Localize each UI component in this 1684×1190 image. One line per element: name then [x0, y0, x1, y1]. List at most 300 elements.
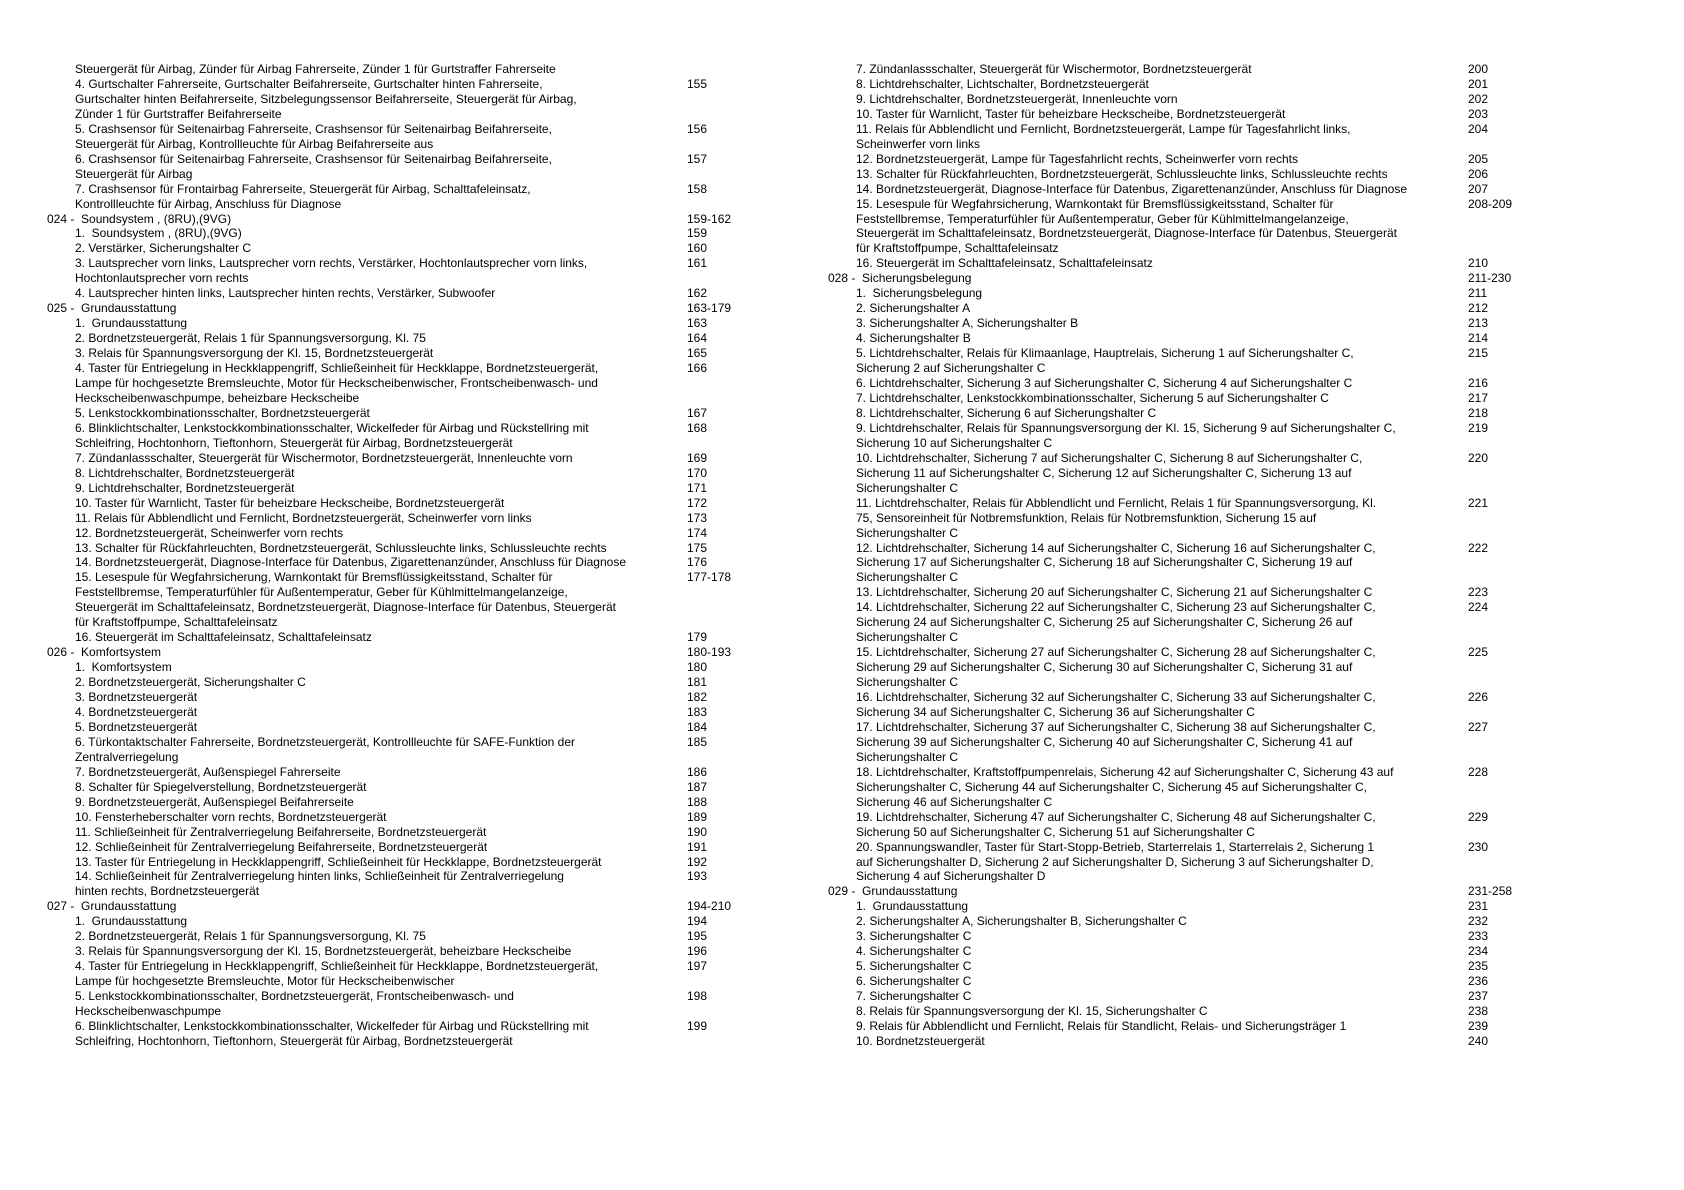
- toc-entry: [47, 705, 787, 720]
- entry-text: [828, 989, 1468, 1004]
- entry-text-line: 12. Bordnetzsteuergerät, Scheinwerfer vorn rechts: [75, 525, 344, 540]
- entry-text-line: 3. Relais für Spannungsversorgung der Kl. 15, Bordnetzsteuergerät, beheizbare Heckscheibe: [75, 944, 572, 959]
- entry-text-line: 13. Lichtdrehschalter, Sicherung 20 auf Sicherungshalter C, Sicherung 21 auf Sicherungshalter C: [856, 585, 1373, 600]
- toc-entry: [47, 361, 787, 406]
- section-title-line: 029 - Grundausstattung: [828, 884, 958, 899]
- entry-text: [47, 346, 687, 361]
- toc-entry: [828, 197, 1568, 257]
- entry-text: [828, 959, 1468, 974]
- toc-entry: [47, 346, 787, 361]
- entry-text-line: 13. Schalter für Rückfahrleuchten, Bordnetzsteuergerät, Schlussleuchte links, Schlussleuchte rechts: [75, 540, 607, 555]
- entry-text-line: Gurtschalter hinten Beifahrerseite, Sitzbelegungssensor Beifahrerseite, Steuergerät für Airbag,: [75, 91, 577, 106]
- entry-page-number: 156: [687, 121, 708, 136]
- entry-text: [828, 944, 1468, 959]
- toc-entry: [828, 92, 1568, 107]
- entry-text: [47, 301, 687, 316]
- entry-page-number: 172: [687, 495, 708, 510]
- entry-page-number: 173: [687, 510, 708, 525]
- entry-text: [828, 645, 1468, 690]
- entry-page-number: 237: [1468, 989, 1489, 1004]
- entry-text: [47, 331, 687, 346]
- entry-text: [828, 107, 1468, 122]
- entry-page-number: 223: [1468, 585, 1489, 600]
- entry-page-number: 162: [687, 286, 708, 301]
- toc-entry: [828, 451, 1568, 496]
- entry-text-line: 4. Lautsprecher hinten links, Lautsprecher hinten rechts, Verstärker, Subwoofer: [75, 286, 496, 301]
- entry-text-line: 6. Blinklichtschalter, Lenkstockkombinationsschalter, Wickelfeder für Airbag und Rückstellring mit: [75, 1019, 589, 1033]
- entry-text-line: 4. Taster für Entriegelung in Heckklappengriff, Schließeinheit für Heckklappe, Bordnetzsteuergerät,: [75, 361, 599, 376]
- toc-entry: [828, 391, 1568, 406]
- entry-text: [47, 869, 687, 899]
- toc-entry: [47, 331, 787, 346]
- entry-text-line: Zünder 1 für Gurtstraffer Beifahrerseite: [75, 106, 282, 121]
- entry-page-number: 191: [687, 839, 708, 854]
- entry-page-number: 231-258: [1468, 884, 1513, 899]
- toc-entry: [828, 346, 1568, 376]
- toc-section-entry: [47, 301, 787, 316]
- entry-text-line: Sicherung 4 auf Sicherungshalter D: [856, 869, 1046, 884]
- entry-text-line: 14. Schließeinheit für Zentralverriegelung hinten links, Schließeinheit für Zentralverriegelung: [75, 869, 564, 884]
- entry-page-number: 165: [687, 346, 708, 361]
- entry-text-line: 10. Fensterheberschalter vorn rechts, Bordnetzsteuergerät: [75, 809, 387, 824]
- toc-entry: [47, 840, 787, 855]
- toc-entry: [47, 570, 787, 630]
- entry-page-number: 228: [1468, 764, 1489, 779]
- entry-text-line: 14. Bordnetzsteuergerät, Diagnose-Interface für Datenbus, Zigarettenanzünder, Anschluss für Diagnose: [75, 555, 626, 570]
- entry-page-number: 193: [687, 869, 708, 884]
- toc-entry: [47, 944, 787, 959]
- toc-entry: [828, 406, 1568, 421]
- entry-text-line: 5. Bordnetzsteuergerät: [75, 719, 198, 734]
- entry-text-line: 15. Lichtdrehschalter, Sicherung 27 auf Sicherungshalter C, Sicherung 28 auf Sicherungshalter C,: [856, 645, 1376, 660]
- entry-text-line: 4. Sicherungshalter B: [856, 331, 971, 346]
- toc-entry: [47, 541, 787, 556]
- entry-page-number: 236: [1468, 974, 1489, 989]
- toc-entry: [828, 167, 1568, 182]
- entry-page-number: 159-162: [687, 211, 732, 226]
- toc-entry: [828, 1019, 1568, 1034]
- entry-text: [828, 92, 1468, 107]
- entry-text-line: 2. Sicherungshalter A, Sicherungshalter B, Sicherungshalter C: [856, 914, 1187, 929]
- entry-page-number: 213: [1468, 316, 1489, 331]
- entry-text-line: Sicherungshalter C, Sicherung 44 auf Sicherungshalter C, Sicherung 45 auf Sicherungshalter C,: [856, 779, 1367, 794]
- entry-text-line: Sicherung 39 auf Sicherungshalter C, Sicherung 40 auf Sicherungshalter C, Sicherung 41 auf: [856, 734, 1353, 749]
- toc-entry: [47, 152, 787, 182]
- entry-text: [47, 690, 687, 705]
- entry-text-line: 7. Zündanlassschalter, Steuergerät für Wischermotor, Bordnetzsteuergerät: [856, 62, 1252, 76]
- entry-text: [47, 316, 687, 331]
- entry-text: [47, 77, 687, 122]
- toc-entry: [47, 526, 787, 541]
- entry-text: [47, 675, 687, 690]
- toc-column-left: [47, 62, 787, 1049]
- entry-text-line: Sicherungshalter C: [856, 749, 959, 764]
- toc-entry: [47, 496, 787, 511]
- entry-text: [828, 406, 1468, 421]
- entry-text-line: 6. Blinklichtschalter, Lenkstockkombinationsschalter, Wickelfeder für Airbag und Rückstellring mit: [75, 420, 589, 435]
- section-title-line: 026 - Komfortsystem: [47, 645, 162, 660]
- toc-entry: [47, 241, 787, 256]
- entry-text-line: 16. Steuergerät im Schalttafeleinsatz, Schalttafeleinsatz: [75, 630, 372, 645]
- toc-entry: [828, 914, 1568, 929]
- entry-text-line: 7. Bordnetzsteuergerät, Außenspiegel Fahrerseite: [75, 764, 341, 779]
- entry-text: [828, 301, 1468, 316]
- toc-column-right: [828, 62, 1568, 1049]
- entry-page-number: 206: [1468, 166, 1489, 181]
- toc-entry: [47, 421, 787, 451]
- entry-page-number: 166: [687, 361, 708, 376]
- entry-text: [828, 271, 1468, 286]
- entry-page-number: 211: [1468, 286, 1488, 301]
- toc-section-entry: [47, 212, 787, 227]
- entry-page-number: 180: [687, 660, 708, 675]
- toc-entry: [47, 511, 787, 526]
- entry-text-line: Kontrollleuchte für Airbag, Anschluss für Diagnose: [75, 196, 342, 211]
- toc-entry: [47, 660, 787, 675]
- toc-entry: [47, 825, 787, 840]
- entry-text-line: 2. Verstärker, Sicherungshalter C: [75, 241, 252, 256]
- entry-page-number: 187: [687, 779, 708, 794]
- toc-entry: [47, 466, 787, 481]
- entry-page-number: 171: [687, 480, 708, 495]
- entry-text: [828, 316, 1468, 331]
- toc-entry: [828, 899, 1568, 914]
- entry-page-number: 208-209: [1468, 196, 1513, 211]
- entry-text: [47, 810, 687, 825]
- entry-page-number: 198: [687, 989, 708, 1004]
- toc-entry: [828, 645, 1568, 690]
- entry-text: [828, 1019, 1468, 1034]
- entry-text-line: 7. Sicherungshalter C: [856, 989, 972, 1004]
- entry-text-line: auf Sicherungshalter D, Sicherung 2 auf Sicherungshalter D, Sicherung 3 auf Sicherungshalter D,: [856, 854, 1374, 869]
- entry-text-line: 2. Bordnetzsteuergerät, Relais 1 für Spannungsversorgung, Kl. 75: [75, 929, 426, 944]
- entry-text-line: 10. Taster für Warnlicht, Taster für beheizbare Heckscheibe, Bordnetzsteuergerät: [75, 495, 505, 510]
- entry-text-line: 15. Lesespule für Wegfahrsicherung, Warnkontakt für Bremsflüssigkeitsstand, Schalter für: [75, 570, 553, 585]
- toc-entry: [828, 496, 1568, 541]
- toc-entry: [828, 989, 1568, 1004]
- entry-text-line: 5. Lenkstockkombinationsschalter, Bordnetzsteuergerät: [75, 405, 370, 420]
- entry-text-line: Sicherung 11 auf Sicherungshalter C, Sicherung 12 auf Sicherungshalter C, Sicherung 13 auf: [856, 465, 1352, 480]
- toc-entry: [47, 555, 787, 570]
- toc-entry: [47, 481, 787, 496]
- entry-page-number: 163-179: [687, 301, 732, 316]
- toc-entry: [47, 780, 787, 795]
- entry-text-line: 11. Schließeinheit für Zentralverriegelung Beifahrerseite, Bordnetzsteuergerät: [75, 824, 487, 839]
- entry-text: [47, 959, 687, 989]
- entry-text-line: 9. Bordnetzsteuergerät, Außenspiegel Beifahrerseite: [75, 794, 354, 809]
- toc-entry: [47, 765, 787, 780]
- entry-text-line: 4. Bordnetzsteuergerät: [75, 704, 198, 719]
- entry-text: [47, 840, 687, 855]
- entry-page-number: 222: [1468, 540, 1489, 555]
- entry-page-number: 202: [1468, 91, 1489, 106]
- toc-entry: [47, 855, 787, 870]
- entry-text: [47, 541, 687, 556]
- toc-entry: [828, 1004, 1568, 1019]
- entry-text: [47, 182, 687, 212]
- entry-text: [47, 705, 687, 720]
- entry-page-number: 215: [1468, 346, 1489, 361]
- toc-entry: [828, 421, 1568, 451]
- entry-text-line: Lampe für hochgesetzte Bremsleuchte, Motor für Heckscheibenwischer: [75, 974, 455, 989]
- entry-text: [828, 421, 1468, 451]
- entry-page-number: 163: [687, 316, 708, 331]
- entry-text-line: 2. Bordnetzsteuergerät, Sicherungshalter C: [75, 675, 306, 690]
- entry-text-line: Feststellbremse, Temperaturfühler für Außentemperatur, Geber für Kühlmittelmangelanzeige,: [75, 585, 568, 600]
- entry-text-line: Sicherungshalter C: [856, 675, 959, 690]
- entry-text-line: Sicherungshalter C: [856, 525, 959, 540]
- entry-page-number: 188: [687, 794, 708, 809]
- entry-text: [47, 795, 687, 810]
- entry-text-line: 16. Lichtdrehschalter, Sicherung 32 auf Sicherungshalter C, Sicherung 33 auf Sicherungshalter C,: [856, 690, 1376, 705]
- toc-section-entry: [47, 645, 787, 660]
- entry-text-line: 8. Relais für Spannungsversorgung der Kl. 15, Sicherungshalter C: [856, 1004, 1208, 1019]
- entry-text: [828, 346, 1468, 376]
- entry-text-line: 4. Taster für Entriegelung in Heckklappengriff, Schließeinheit für Heckklappe, Bordnetzsteuergerät,: [75, 959, 599, 974]
- toc-entry: [47, 406, 787, 421]
- entry-text-line: 18. Lichtdrehschalter, Kraftstoffpumpenrelais, Sicherung 42 auf Sicherungshalter C, Sicherung 43 auf: [856, 764, 1394, 779]
- entry-text-line: 5. Sicherungshalter C: [856, 959, 972, 974]
- entry-text-line: 12. Bordnetzsteuergerät, Lampe für Tagesfahrlicht rechts, Scheinwerfer vorn rechts: [856, 151, 1299, 166]
- toc-entry: [47, 675, 787, 690]
- entry-text: [47, 765, 687, 780]
- entry-text: [828, 974, 1468, 989]
- entry-page-number: 177-178: [687, 570, 732, 585]
- entry-text: [828, 585, 1468, 600]
- entry-page-number: 170: [687, 465, 708, 480]
- entry-text-line: 15. Lesespule für Wegfahrsicherung, Warnkontakt für Bremsflüssigkeitsstand, Schalter für: [856, 196, 1334, 211]
- entry-page-number: 219: [1468, 420, 1489, 435]
- entry-text: [47, 1019, 687, 1049]
- entry-text: [828, 600, 1468, 645]
- entry-text-line: 9. Lichtdrehschalter, Bordnetzsteuergerät: [75, 480, 295, 495]
- entry-text: [828, 122, 1468, 152]
- entry-text-line: 8. Schalter für Spiegelverstellung, Bordnetzsteuergerät: [75, 779, 367, 794]
- toc-entry: [828, 62, 1568, 77]
- entry-text-line: 20. Spannungswandler, Taster für Start-Stopp-Betrieb, Starterrelais 1, Starterrelais 2, Sicherung 1: [856, 839, 1375, 854]
- toc-entry: [828, 376, 1568, 391]
- entry-text: [828, 884, 1468, 899]
- entry-text-line: Steuergerät für Airbag, Zünder für Airbag Fahrerseite, Zünder 1 für Gurtstraffer Fahrerseite: [75, 62, 556, 76]
- entry-page-number: 200: [1468, 62, 1489, 76]
- entry-page-number: 176: [687, 555, 708, 570]
- entry-page-number: 159: [687, 226, 708, 241]
- entry-text-line: Sicherungshalter C: [856, 630, 959, 645]
- entry-text-line: 13. Taster für Entriegelung in Heckklappengriff, Schließeinheit für Heckklappe, Bordnetzsteuergerät: [75, 854, 602, 869]
- entry-text-line: 10. Bordnetzsteuergerät: [856, 1033, 985, 1048]
- section-title-line: 024 - Soundsystem , (8RU),(9VG): [47, 211, 232, 226]
- entry-text: [828, 182, 1468, 197]
- entry-text: [828, 256, 1468, 271]
- entry-text-line: Lampe für hochgesetzte Bremsleuchte, Motor für Heckscheibenwischer, Frontscheibenwasch- und: [75, 376, 598, 391]
- entry-page-number: 218: [1468, 405, 1489, 420]
- entry-page-number: 158: [687, 181, 708, 196]
- section-title-line: 025 - Grundausstattung: [47, 301, 177, 316]
- toc-entry: [47, 451, 787, 466]
- entry-text: [828, 197, 1468, 257]
- toc-entry: [47, 1019, 787, 1049]
- entry-text-line: 7. Crashsensor für Frontairbag Fahrerseite, Steuergerät für Airbag, Schalttafeleinsatz,: [75, 181, 531, 196]
- entry-text-line: 2. Bordnetzsteuergerät, Relais 1 für Spannungsversorgung, Kl. 75: [75, 331, 426, 346]
- entry-text: [47, 914, 687, 929]
- entry-text-line: Sicherungshalter C: [856, 480, 959, 495]
- toc-entry: [47, 989, 787, 1019]
- toc-section-entry: [828, 884, 1568, 899]
- entry-text: [828, 541, 1468, 586]
- entry-text: [47, 511, 687, 526]
- toc-entry: [47, 630, 787, 645]
- entry-text-line: 3. Bordnetzsteuergerät: [75, 690, 198, 705]
- toc-entry: [828, 720, 1568, 765]
- entry-page-number: 220: [1468, 450, 1489, 465]
- entry-text: [828, 720, 1468, 765]
- entry-page-number: 210: [1468, 256, 1489, 271]
- entry-text: [828, 152, 1468, 167]
- entry-text-line: 75, Sensoreinheit für Notbremsfunktion, Relais für Notbremsfunktion, Sicherung 15 auf: [856, 510, 1317, 525]
- entry-text: [828, 1004, 1468, 1019]
- entry-text: [47, 496, 687, 511]
- toc-entry: [828, 959, 1568, 974]
- entry-text: [828, 929, 1468, 944]
- entry-text: [47, 944, 687, 959]
- entry-text-line: 12. Lichtdrehschalter, Sicherung 14 auf Sicherungshalter C, Sicherung 16 auf Sicherungshalter C,: [856, 540, 1376, 555]
- entry-page-number: 221: [1468, 495, 1489, 510]
- entry-page-number: 225: [1468, 645, 1489, 660]
- entry-page-number: 224: [1468, 600, 1489, 615]
- entry-text: [828, 77, 1468, 92]
- entry-page-number: 160: [687, 241, 708, 256]
- toc-entry: [47, 226, 787, 241]
- entry-text: [828, 690, 1468, 720]
- toc-entry: [828, 600, 1568, 645]
- entry-text-line: 6. Crashsensor für Seitenairbag Fahrerseite, Crashsensor für Seitenairbag Beifahrerseite,: [75, 151, 552, 166]
- entry-text: [828, 62, 1468, 77]
- entry-text-line: Sicherung 24 auf Sicherungshalter C, Sicherung 25 auf Sicherungshalter C, Sicherung 26 auf: [856, 615, 1353, 630]
- entry-page-number: 190: [687, 824, 708, 839]
- entry-text-line: 7. Lichtdrehschalter, Lenkstockkombinationsschalter, Sicherung 5 auf Sicherungshalter C: [856, 390, 1329, 405]
- entry-text-line: Zentralverriegelung: [75, 749, 179, 764]
- entry-page-number: 211-230: [1468, 271, 1512, 286]
- entry-text-line: Schleifring, Hochtonhorn, Tieftonhorn, Steuergerät für Airbag, Bordnetzsteuergerät: [75, 1033, 513, 1048]
- entry-text: [47, 226, 687, 241]
- toc-entry: [828, 765, 1568, 810]
- toc-entry: [47, 256, 787, 286]
- entry-page-number: 232: [1468, 914, 1489, 929]
- entry-text-line: 14. Bordnetzsteuergerät, Diagnose-Interface für Datenbus, Zigarettenanzünder, Anschluss für Diagnose: [856, 181, 1407, 196]
- entry-page-number: 230: [1468, 839, 1489, 854]
- toc-entry: [828, 840, 1568, 885]
- entry-page-number: 189: [687, 809, 708, 824]
- entry-text-line: Sicherung 46 auf Sicherungshalter C: [856, 794, 1053, 809]
- entry-text-line: Hochtonlautsprecher vorn rechts: [75, 271, 249, 286]
- toc-entry: [828, 77, 1568, 92]
- entry-page-number: 214: [1468, 331, 1489, 346]
- entry-page-number: 194: [687, 914, 708, 929]
- toc-entry: [47, 735, 787, 765]
- entry-text-line: für Kraftstoffpumpe, Schalttafeleinsatz: [75, 615, 278, 630]
- entry-page-number: 181: [687, 675, 708, 690]
- entry-text-line: 3. Sicherungshalter C: [856, 929, 972, 944]
- toc-section-entry: [828, 271, 1568, 286]
- entry-page-number: 239: [1468, 1019, 1489, 1033]
- toc-entry: [828, 331, 1568, 346]
- entry-text-line: 10. Lichtdrehschalter, Sicherung 7 auf Sicherungshalter C, Sicherung 8 auf Sicherungshalter C,: [856, 450, 1363, 465]
- entry-page-number: 204: [1468, 121, 1489, 136]
- entry-text-line: hinten rechts, Bordnetzsteuergerät: [75, 884, 260, 899]
- entry-text: [47, 780, 687, 795]
- entry-text: [828, 331, 1468, 346]
- entry-text: [828, 286, 1468, 301]
- entry-text: [47, 481, 687, 496]
- entry-text: [47, 929, 687, 944]
- toc-entry: [828, 107, 1568, 122]
- entry-text-line: 6. Türkontaktschalter Fahrerseite, Bordnetzsteuergerät, Kontrollleuchte für SAFE-Funktion der: [75, 734, 576, 749]
- entry-text: [47, 406, 687, 421]
- entry-page-number: 175: [687, 540, 708, 555]
- entry-text-line: 11. Relais für Abblendlicht und Fernlicht, Bordnetzsteuergerät, Scheinwerfer vorn links: [75, 510, 532, 525]
- entry-text-line: 1. Grundausstattung: [856, 899, 969, 914]
- entry-text-line: 9. Relais für Abblendlicht und Fernlicht, Relais für Standlicht, Relais- und Sicherungsträger 1: [856, 1019, 1347, 1033]
- entry-text-line: 13. Schalter für Rückfahrleuchten, Bordnetzsteuergerät, Schlussleuchte links, Schlussleuchte rechts: [856, 166, 1388, 181]
- entry-text-line: 9. Lichtdrehschalter, Relais für Spannungsversorgung der Kl. 15, Sicherung 9 auf Sicherungshalter C,: [856, 420, 1396, 435]
- entry-page-number: 234: [1468, 944, 1489, 959]
- toc-entry: [828, 256, 1568, 271]
- entry-text: [828, 167, 1468, 182]
- toc-entry: [47, 122, 787, 152]
- toc-entry: [47, 77, 787, 122]
- entry-page-number: 227: [1468, 719, 1489, 734]
- entry-text: [47, 720, 687, 735]
- entry-text: [47, 256, 687, 286]
- entry-text-line: Feststellbremse, Temperaturfühler für Außentemperatur, Geber für Kühlmittelmangelanzeige,: [856, 211, 1349, 226]
- toc-entry: [828, 286, 1568, 301]
- toc-entry: [828, 301, 1568, 316]
- entry-page-number: 179: [687, 630, 708, 645]
- entry-text-line: 3. Sicherungshalter A, Sicherungshalter B: [856, 316, 1079, 331]
- entry-text-line: 19. Lichtdrehschalter, Sicherung 47 auf Sicherungshalter C, Sicherung 48 auf Sicherungshalter C,: [856, 809, 1376, 824]
- entry-page-number: 231: [1468, 899, 1489, 914]
- entry-text-line: 10. Taster für Warnlicht, Taster für beheizbare Heckscheibe, Bordnetzsteuergerät: [856, 106, 1286, 121]
- entry-text: [47, 451, 687, 466]
- entry-text-line: 8. Lichtdrehschalter, Lichtschalter, Bordnetzsteuergerät: [856, 76, 1149, 91]
- entry-page-number: 238: [1468, 1004, 1489, 1019]
- toc-entry: [47, 959, 787, 989]
- entry-text-line: Sicherung 2 auf Sicherungshalter C: [856, 361, 1046, 376]
- entry-page-number: 240: [1468, 1033, 1489, 1048]
- entry-page-number: 212: [1468, 301, 1489, 316]
- entry-text: [47, 361, 687, 406]
- entry-text-line: 5. Lenkstockkombinationsschalter, Bordnetzsteuergerät, Frontscheibenwasch- und: [75, 989, 514, 1004]
- entry-text-line: 1. Grundausstattung: [75, 316, 188, 331]
- entry-text-line: Steuergerät für Airbag: [75, 166, 193, 181]
- entry-page-number: 157: [687, 151, 708, 166]
- entry-page-number: 196: [687, 944, 708, 959]
- entry-text-line: Heckscheibenwaschpumpe, beheizbare Heckscheibe: [75, 390, 360, 405]
- entry-page-number: 207: [1468, 181, 1489, 196]
- entry-page-number: 192: [687, 854, 708, 869]
- entry-text: [47, 825, 687, 840]
- toc-entry: [828, 1034, 1568, 1049]
- toc-entry: [47, 810, 787, 825]
- entry-text-line: 12. Schließeinheit für Zentralverriegelung Beifahrerseite, Bordnetzsteuergerät: [75, 839, 488, 854]
- toc-entry: [47, 720, 787, 735]
- entry-text: [47, 122, 687, 152]
- toc-entry: [47, 914, 787, 929]
- entry-text: [47, 286, 687, 301]
- entry-page-number: 161: [687, 256, 708, 271]
- entry-text-line: Heckscheibenwaschpumpe: [75, 1004, 222, 1019]
- entry-page-number: 164: [687, 331, 708, 346]
